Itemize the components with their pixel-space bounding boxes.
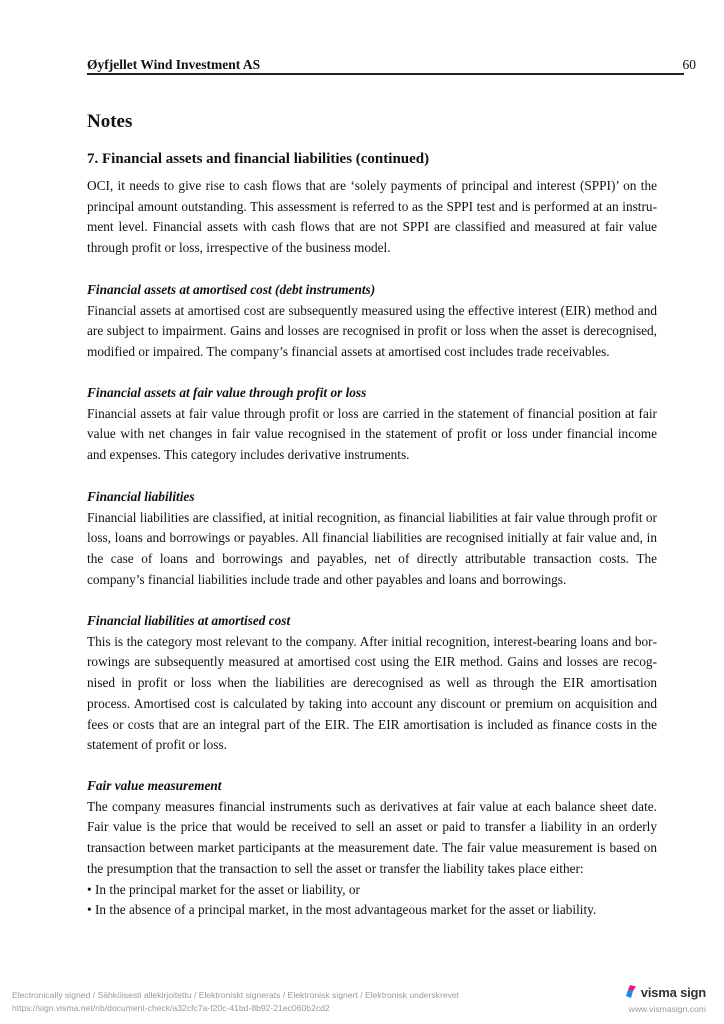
brand-name: visma sign — [640, 984, 706, 1000]
section-fair-value-measurement — [87, 776, 657, 921]
bullet-item: • In the absence of a principal market, in the most advantageous market for the asset or liability. — [87, 902, 597, 918]
company-name: Øyfjellet Wind Investment AS — [87, 57, 261, 72]
notes-title: Notes — [87, 111, 133, 132]
visma-sign-logo-icon — [625, 985, 637, 999]
section-heading: Financial liabilities — [87, 489, 195, 504]
section-heading: Financial assets at fair value through profit or loss — [87, 385, 367, 400]
section-financial-liabilities — [87, 487, 657, 591]
brand-row — [606, 983, 706, 1001]
section-amortised-cost-liabilities — [87, 611, 657, 756]
section-text: Financial assets at fair value through profit or loss are carried in the statement of financial position at fair value with net changes in fair value recognised in the statement of profit or loss under financial income and expenses. This category includes derivative instruments. — [87, 405, 657, 463]
section-text: The company measures financial instruments such as derivatives at fair value at each balance sheet date. Fair value is the price that would be received to sell an asset or paid to transfer a liability in an orderly transaction between market participants at the measurement date. The fair value measurement is based on the presumption that the transaction to sell the asset or transfer the liability takes place either: — [87, 798, 657, 876]
brand-block — [606, 983, 706, 1014]
section-heading: Fair value measurement — [87, 778, 222, 793]
section-text: Financial assets at amortised cost are subsequently measured using the effective interest (EIR) method and are subject to impairment. Gains and losses are recognised in profit or loss when the asset is derecognised, modified or impaired. The company’s financial assets at amortised cost includes trade receivables. — [87, 302, 657, 360]
section-title: 7. Financial assets and financial liabilities (continued) — [87, 151, 430, 167]
bullet-item: • In the principal market for the asset or liability, or — [87, 881, 360, 897]
brand-url[interactable]: www.vismasign.com — [628, 1004, 706, 1014]
section-heading: Financial assets at amortised cost (debt instruments) — [87, 282, 376, 297]
page-number: 60 — [682, 57, 696, 72]
document-check-link[interactable]: https://sign.visma.net/nb/document-check/a32cfc7a-f20c-41bd-8b92-21ec060b2cd2 — [12, 1003, 330, 1013]
intro-paragraph: OCI, it needs to give rise to cash flows that are ‘solely payments of principal and interest (SPPI)’ on the principal amount outstanding. This assessment is referred to as the SPPI test and is performed at an instrument level. Financial assets with cash flows that are not SPPI are classified and measured at fair value through profit or loss, irrespective of the business model. — [87, 178, 657, 256]
page-header — [87, 56, 696, 75]
section-amortised-cost-assets — [87, 280, 657, 363]
signed-notice: Electronically signed / Sähköisesti allekirjoitettu / Elektroniskt signerats / Elektronisk signert / Elektronisk underskrevet — [12, 990, 460, 1000]
section-heading: Financial liabilities at amortised cost — [87, 613, 291, 628]
section-text: This is the category most relevant to the company. After initial recognition, interest-bearing loans and borrowings are subsequently measured at amortised cost using the EIR method. Gains and losses are recognised in profit or loss when the liabilities are derecognised as well as through the EIR amortisation process. Amortised cost is calculated by taking into account any discount or premium on acquisition and fees or costs that are an integral part of the EIR. The EIR amortisation is included as finance costs in the statement of profit or loss. — [87, 633, 657, 753]
signature-footer — [12, 989, 459, 1015]
section-fvtpl-assets — [87, 383, 657, 466]
section-text: Financial liabilities are classified, at initial recognition, as financial liabilities at fair value through profit or loss, loans and borrowings or payables. All financial liabilities are recognised initially at fair value and, in the case of loans and borrowings and payables, net of directly attributable transaction costs. The company’s financial liabilities include trade and other payables and loans and borrowings. — [87, 509, 657, 587]
